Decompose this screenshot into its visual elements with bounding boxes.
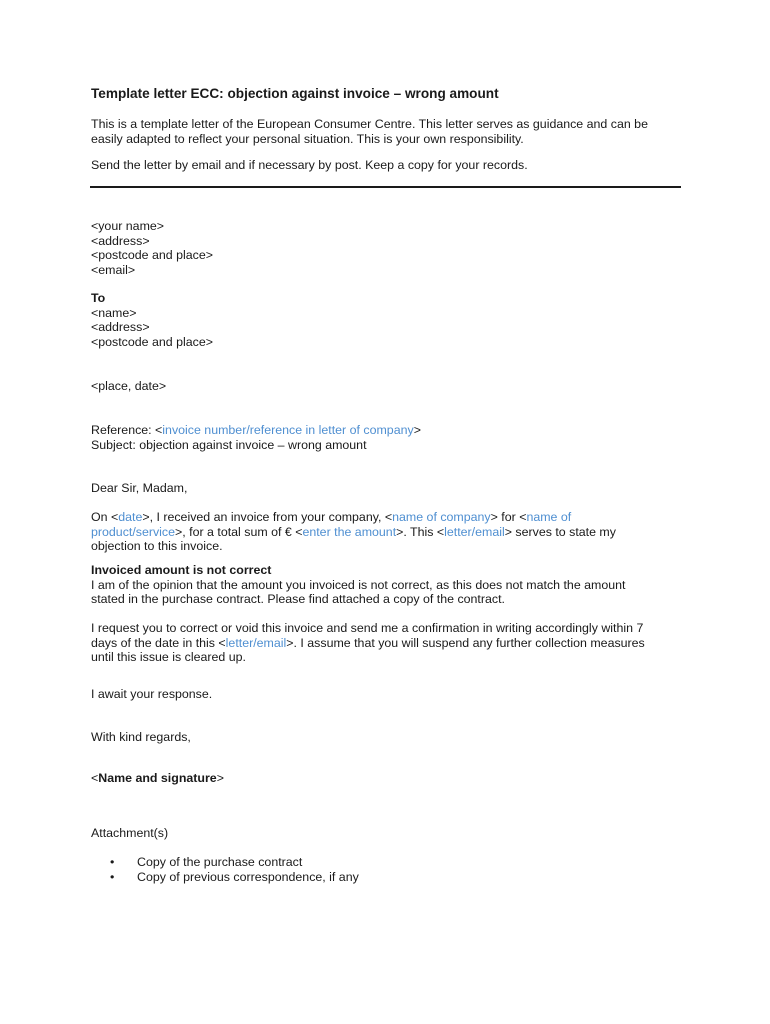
- paragraph-invoice: [91, 510, 651, 554]
- sender-postcode: <postcode and place>: [91, 248, 213, 263]
- list-item: [110, 855, 610, 870]
- paragraph-line: I request you to correct or void this invoice and send me a confirmation in writing accordingly within 7: [91, 621, 644, 635]
- text-run: > for <: [490, 510, 527, 524]
- placeholder-product: product/service: [91, 524, 176, 539]
- divider-rule: [90, 186, 681, 188]
- intro-line: This is a template letter of the European Consumer Centre. This letter serves as guidance and can be: [91, 117, 648, 131]
- recipient-name: <name>: [91, 305, 137, 320]
- paragraph-line: stated in the purchase contract. Please find attached a copy of the contract.: [91, 592, 505, 607]
- text-run: <: [91, 771, 99, 785]
- closing-regards: With kind regards,: [91, 730, 191, 744]
- text-run: >. I assume that you will suspend any further collection measures: [286, 635, 645, 650]
- text-run: days of the date in this <: [91, 635, 226, 650]
- reference-suffix: >: [413, 423, 421, 437]
- attachment-item: Copy of the purchase contract: [137, 855, 303, 869]
- sender-address: <address>: [91, 233, 150, 248]
- await-response: I await your response.: [91, 687, 213, 701]
- text-run: >, I received an invoice from your company, <: [142, 510, 393, 524]
- recipient-address: <address>: [91, 320, 150, 335]
- text-run: >, for a total sum of € <: [175, 524, 303, 539]
- to-label: To: [91, 291, 106, 305]
- recipient-block: [91, 291, 691, 349]
- reference-block: [91, 423, 691, 452]
- paragraph-line: [91, 525, 651, 540]
- placeholder-letter-email: letter/email: [225, 635, 287, 650]
- page-title: Template letter ECC: objection against invoice – wrong amount: [91, 86, 499, 101]
- text-run: >: [216, 771, 224, 785]
- paragraph-line: objection to this invoice.: [91, 539, 223, 554]
- sender-email: <email>: [91, 262, 136, 277]
- send-note: Send the letter by email and if necessary by post. Keep a copy for your records.: [91, 158, 528, 172]
- placeholder-company: name of company: [392, 510, 491, 524]
- intro-text: [91, 117, 691, 146]
- bullet-icon: •: [110, 869, 115, 884]
- placeholder-product: name of: [526, 510, 572, 524]
- sender-block: [91, 219, 691, 277]
- signature-label: Name and signature: [98, 771, 217, 785]
- attachment-item: Copy of previous correspondence, if any: [137, 869, 359, 884]
- reference-prefix: Reference: <: [91, 423, 163, 437]
- list-item: [110, 870, 610, 885]
- bullet-icon: •: [110, 855, 115, 869]
- text-run: On <: [91, 510, 119, 524]
- placeholder-date: date: [118, 510, 143, 524]
- subject-line: Subject: objection against invoice – wrong amount: [91, 437, 367, 452]
- attachments-label: Attachment(s): [91, 826, 169, 840]
- text-run: >. This <: [396, 524, 445, 539]
- paragraph-line: until this issue is cleared up.: [91, 650, 246, 665]
- paragraph-request: [91, 621, 676, 665]
- section-heading: Invoiced amount is not correct: [91, 563, 272, 577]
- reference-line: [91, 423, 691, 438]
- recipient-postcode: <postcode and place>: [91, 334, 213, 349]
- signature-placeholder: [91, 771, 691, 786]
- section-wrong-amount: [91, 563, 661, 607]
- paragraph-line: [91, 636, 676, 651]
- intro-line: easily adapted to reflect your personal situation. This is your own responsibility.: [91, 131, 524, 146]
- placeholder-letter-email: letter/email: [444, 524, 505, 539]
- text-run: > serves to state my: [504, 524, 616, 539]
- salutation: Dear Sir, Madam,: [91, 481, 188, 495]
- paragraph-line: [91, 510, 651, 525]
- sender-name: <your name>: [91, 219, 165, 233]
- reference-placeholder: invoice number/reference in letter of company: [162, 423, 414, 437]
- placeholder-amount: enter the amount: [302, 524, 397, 539]
- attachments-list: [110, 855, 610, 884]
- paragraph-line: I am of the opinion that the amount you invoiced is not correct, as this does not match the amount: [91, 577, 626, 592]
- place-date: <place, date>: [91, 379, 167, 393]
